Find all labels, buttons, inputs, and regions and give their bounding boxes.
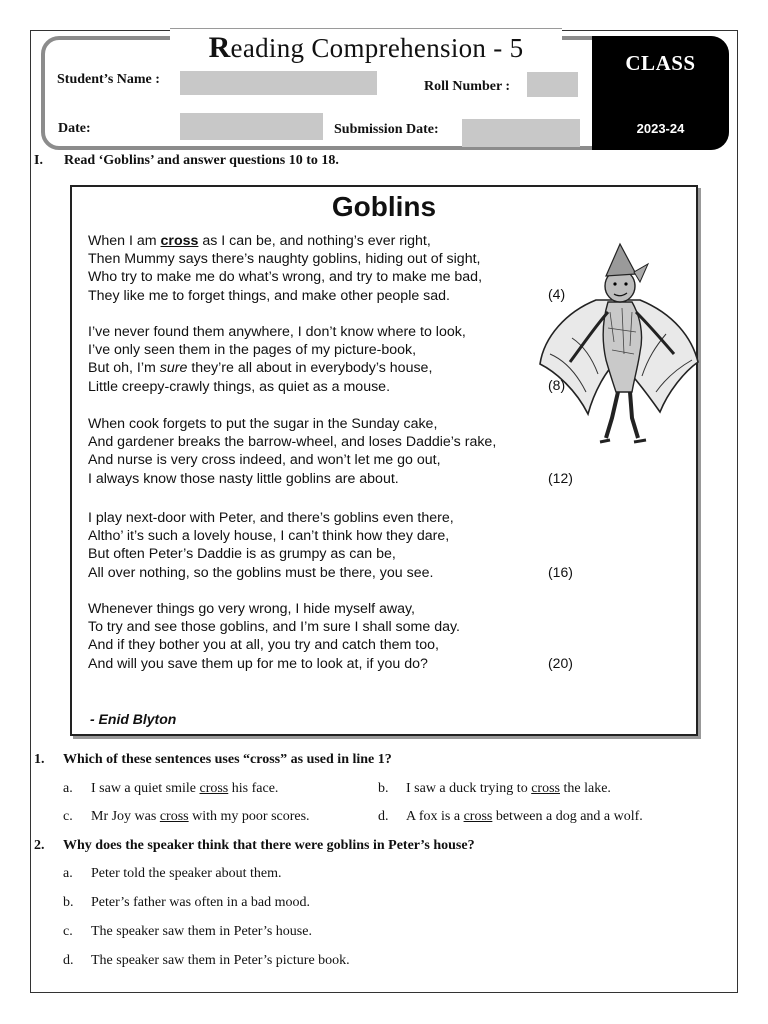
option-2b[interactable]: b. Peter’s father was often in a bad mood. [63, 895, 311, 910]
stanza-3 [88, 415, 496, 488]
underlined-word: cross [531, 781, 560, 796]
stanza-5 [88, 600, 460, 673]
poem-line: I’ve only seen them in the pages of my picture-book, [88, 342, 417, 359]
poem-line: Whenever things go very wrong, I hide myself away, [88, 601, 415, 617]
worksheet-title [170, 28, 562, 69]
stanza-4 [88, 509, 454, 582]
stanza-1 [88, 232, 482, 305]
line-number: (20) [548, 655, 573, 671]
poem-line: Altho’ it’s such a lovely house, I can’t think how they dare, [88, 528, 450, 545]
underlined-word-cross: cross [160, 233, 199, 249]
poem-box [70, 185, 698, 736]
poem-line: They like me to forget things, and make other people sad. [88, 287, 450, 304]
student-name-label: Student’s Name : [57, 72, 160, 87]
underlined-word: cross [463, 809, 493, 824]
title-initial: R [208, 31, 231, 64]
question-number: 1. [34, 752, 45, 767]
line-number: (16) [548, 564, 573, 580]
poem-line: I’ve never found them anywhere, I don’t know where to look, [88, 324, 466, 340]
question-text: Which of these sentences uses “cross” as used in line 1? [63, 752, 392, 767]
date-label: Date: [58, 121, 91, 136]
title-rest: eading Comprehension - 5 [230, 33, 524, 63]
poem-line: But often Peter’s Daddie is as grumpy as can be, [88, 546, 396, 563]
roll-number-field[interactable] [527, 72, 578, 97]
line-number: (12) [548, 470, 573, 486]
poem-line: When cook forgets to put the sugar in the Sunday cake, [88, 416, 438, 432]
option-1a[interactable]: a. I saw a quiet smile cross his face. [63, 781, 279, 796]
question-2 [34, 838, 475, 854]
poem-title: Goblins [331, 191, 437, 222]
poem-line: Then Mummy says there’s naughty goblins, hiding out of sight, [88, 251, 481, 268]
poem-line: I always know those nasty little goblins are about. [88, 470, 399, 487]
section-instruction [34, 153, 339, 169]
poem-line: To try and see those goblins, and I’m sure I shall some day. [88, 619, 460, 636]
poem-line: And will you save them up for me to look at, if you do? [88, 655, 428, 672]
class-year: 2023-24 [636, 121, 685, 136]
option-2c[interactable]: c. The speaker saw them in Peter’s house. [63, 924, 312, 939]
poem-author: - Enid Blyton [90, 711, 177, 727]
underlined-word: cross [159, 809, 189, 824]
stanza-2 [88, 323, 466, 396]
underlined-word: cross [199, 781, 229, 796]
student-name-field[interactable] [180, 71, 377, 95]
poem-line: Little creepy-crawly things, as quiet as a mouse. [88, 378, 391, 395]
poem-line: Who try to make me do what’s wrong, and try to make me bad, [88, 269, 483, 286]
poem-line: And nurse is very cross indeed, and won’t let me go out, [88, 452, 441, 469]
submission-date-field[interactable] [462, 119, 580, 147]
section-instruction-text: Read ‘Goblins’ and answer questions 10 to 18. [64, 153, 339, 168]
option-1d[interactable]: d. A fox is a cross between a dog and a wolf. [378, 809, 643, 824]
line-number: (8) [548, 377, 566, 393]
poem-line: I play next-door with Peter, and there’s goblins even there, [88, 510, 454, 526]
poem-line-1: When I am cross as I can be, and nothing’s ever right, [88, 233, 431, 249]
poem-line: All over nothing, so the goblins must be there, you see. [88, 564, 434, 581]
date-field[interactable] [180, 113, 323, 140]
option-1b[interactable]: b. I saw a duck trying to cross the lake. [378, 781, 611, 796]
question-1 [34, 752, 392, 768]
goblin-illustration [536, 242, 701, 452]
question-number: 2. [34, 838, 45, 853]
class-badge [592, 36, 729, 150]
poem-line-7: But oh, I’m sure they’re all about in everybody’s house, [88, 360, 433, 377]
option-2d[interactable]: d. The speaker saw them in Peter’s picture book. [63, 953, 350, 968]
poem-line: And if they bother you at all, you try and catch them too, [88, 637, 439, 654]
class-label: CLASS [625, 51, 696, 75]
submission-date-label: Submission Date: [334, 122, 439, 137]
line-number: (4) [548, 286, 566, 302]
italic-word-sure: sure [159, 360, 188, 377]
question-text: Why does the speaker think that there were goblins in Peter’s house? [63, 838, 475, 853]
poem-line: And gardener breaks the barrow-wheel, and loses Daddie’s rake, [88, 434, 497, 451]
section-numeral: I. [34, 153, 43, 168]
option-2a[interactable]: a. Peter told the speaker about them. [63, 866, 282, 881]
roll-number-label: Roll Number : [424, 79, 511, 94]
option-1c[interactable]: c. Mr Joy was cross with my poor scores. [63, 809, 310, 824]
